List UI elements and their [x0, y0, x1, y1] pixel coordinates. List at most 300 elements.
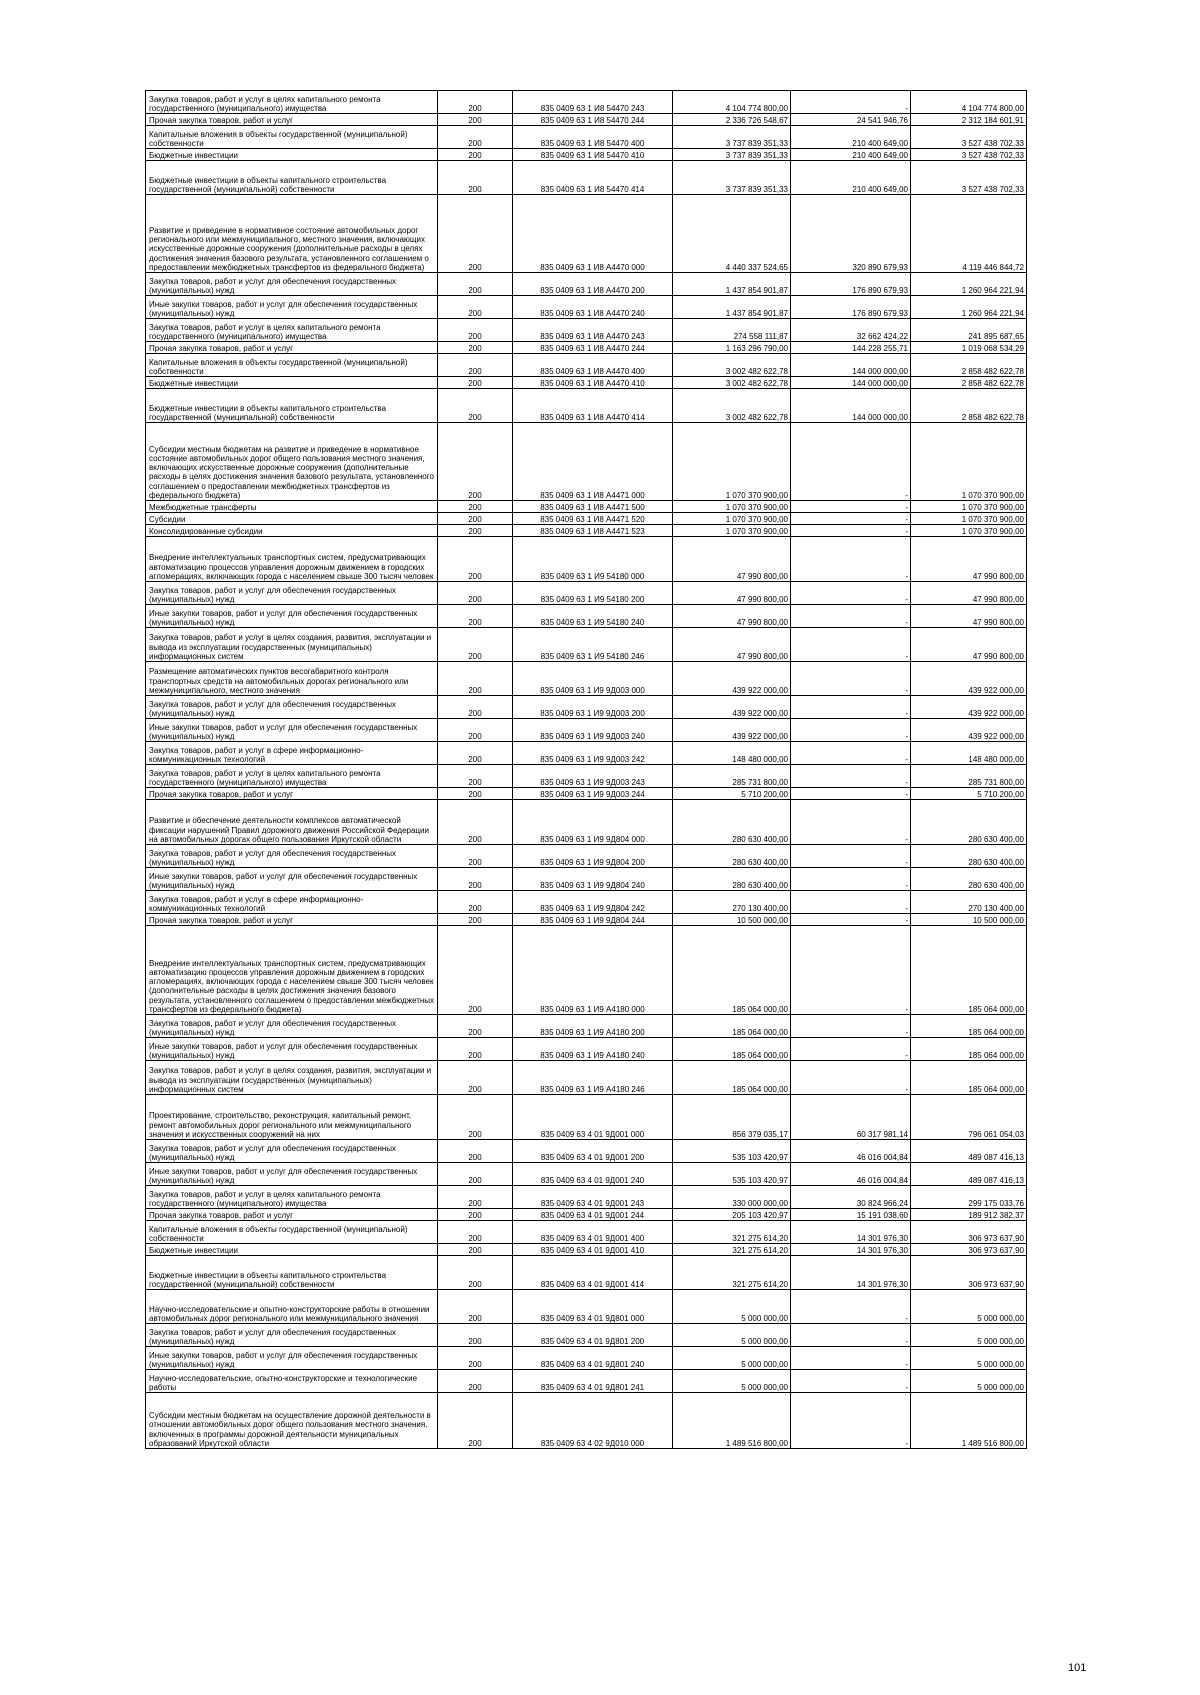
table-row [146, 1061, 1027, 1095]
row-name: Внедрение интеллектуальных транспортных систем, предусматривающих автоматизацию процессов управления дорожным движением в городских агломерациях, включающих города с населением свыше 300 тысяч человек [146, 537, 438, 582]
unexecuted-amount: 3 527 438 702,33 [911, 126, 1027, 149]
budget-classification-code: 835 0409 63 4 01 9Д001 414 [513, 1256, 673, 1290]
executed-amount: - [791, 582, 911, 605]
unexecuted-amount: 148 480 000,00 [911, 742, 1027, 765]
executed-amount: - [791, 1393, 911, 1449]
approved-amount: 321 275 614,20 [673, 1221, 791, 1244]
row-name: Иные закупки товаров, работ и услуг для обеспечения государственных (муниципальных) нужд [146, 296, 438, 319]
budget-classification-code: 835 0409 63 1 И9 А4180 000 [513, 926, 673, 1015]
row-name: Прочая закупка товаров, работ и услуг [146, 342, 438, 354]
executed-amount: - [791, 91, 911, 114]
unexecuted-amount: 5 000 000,00 [911, 1347, 1027, 1370]
budget-classification-code: 835 0409 63 1 И8 А4470 400 [513, 354, 673, 377]
approved-amount: 3 002 482 622,78 [673, 354, 791, 377]
row-code: 200 [438, 742, 513, 765]
table-row [146, 582, 1027, 605]
approved-amount: 185 064 000,00 [673, 1061, 791, 1095]
unexecuted-amount: 489 087 416,13 [911, 1140, 1027, 1163]
approved-amount: 47 990 800,00 [673, 537, 791, 582]
row-name: Бюджетные инвестиции в объекты капитального строительства государственной (муниципальной) собственности [146, 1256, 438, 1290]
budget-classification-code: 835 0409 63 1 И8 А4470 200 [513, 273, 673, 296]
row-name: Закупка товаров, работ и услуг для обеспечения государственных (муниципальных) нужд [146, 1015, 438, 1038]
row-code: 200 [438, 1370, 513, 1393]
row-name: Закупка товаров, работ и услуг в сфере информационно-коммуникационных технологий [146, 742, 438, 765]
row-code: 200 [438, 1209, 513, 1221]
executed-amount: - [791, 537, 911, 582]
table-row [146, 1256, 1027, 1290]
approved-amount: 280 630 400,00 [673, 845, 791, 868]
unexecuted-amount: 439 922 000,00 [911, 719, 1027, 742]
table-row [146, 423, 1027, 501]
row-name: Субсидии местным бюджетам на осуществление дорожной деятельности в отношении автомобильных дорог общего пользования местного значения, включенных в программы дорожной деятельности муниципальных образований Иркутской области [146, 1393, 438, 1449]
row-code: 200 [438, 1393, 513, 1449]
unexecuted-amount: 241 895 687,65 [911, 319, 1027, 342]
table-row [146, 788, 1027, 800]
executed-amount: 176 890 679,93 [791, 273, 911, 296]
budget-classification-code: 835 0409 63 4 01 9Д001 240 [513, 1163, 673, 1186]
table-row [146, 1244, 1027, 1256]
approved-amount: 5 710 200,00 [673, 788, 791, 800]
executed-amount: 210 400 649,00 [791, 126, 911, 149]
row-name: Прочая закупка товаров, работ и услуг [146, 114, 438, 126]
executed-amount: 144 000 000,00 [791, 354, 911, 377]
executed-amount: 14 301 976,30 [791, 1244, 911, 1256]
table-row [146, 926, 1027, 1015]
row-code: 200 [438, 765, 513, 788]
row-name: Прочая закупка товаров, работ и услуг [146, 914, 438, 926]
table-row [146, 719, 1027, 742]
approved-amount: 321 275 614,20 [673, 1256, 791, 1290]
table-row [146, 501, 1027, 513]
approved-amount: 330 000 000,00 [673, 1186, 791, 1209]
row-name: Закупка товаров, работ и услуг для обеспечения государственных (муниципальных) нужд [146, 582, 438, 605]
row-name: Развитие и приведение в нормативное состояние автомобильных дорог регионального или межмуниципального, местного значения, включающих искусственные дорожные сооружения (дополнительные расходы в целях достижения значения базового результата, установленного соглашением о предоставлении межбюджетных трансфертов из федерального бюджета) [146, 195, 438, 273]
table-row [146, 1324, 1027, 1347]
unexecuted-amount: 185 064 000,00 [911, 1015, 1027, 1038]
budget-classification-code: 835 0409 63 1 И8 А4470 244 [513, 342, 673, 354]
unexecuted-amount: 4 119 446 844,72 [911, 195, 1027, 273]
row-code: 200 [438, 1290, 513, 1324]
approved-amount: 4 440 337 524,65 [673, 195, 791, 273]
table-row [146, 537, 1027, 582]
unexecuted-amount: 47 990 800,00 [911, 605, 1027, 628]
row-name: Бюджетные инвестиции [146, 1244, 438, 1256]
approved-amount: 47 990 800,00 [673, 628, 791, 662]
row-code: 200 [438, 377, 513, 389]
unexecuted-amount: 47 990 800,00 [911, 582, 1027, 605]
budget-classification-code: 835 0409 63 1 И9 54180 246 [513, 628, 673, 662]
budget-classification-code: 835 0409 63 4 01 9Д801 241 [513, 1370, 673, 1393]
unexecuted-amount: 2 858 482 622,78 [911, 354, 1027, 377]
row-name: Закупка товаров, работ и услуг для обеспечения государственных (муниципальных) нужд [146, 1140, 438, 1163]
unexecuted-amount: 280 630 400,00 [911, 868, 1027, 891]
executed-amount: 24 541 946,76 [791, 114, 911, 126]
row-code: 200 [438, 537, 513, 582]
table-row [146, 114, 1027, 126]
row-name: Закупка товаров, работ и услуг в целях капитального ремонта государственного (муниципального) имущества [146, 91, 438, 114]
budget-classification-code: 835 0409 63 4 01 9Д001 000 [513, 1095, 673, 1140]
unexecuted-amount: 10 500 000,00 [911, 914, 1027, 926]
executed-amount: - [791, 868, 911, 891]
row-code: 200 [438, 1186, 513, 1209]
row-code: 200 [438, 582, 513, 605]
table-row [146, 525, 1027, 537]
unexecuted-amount: 1 070 370 900,00 [911, 501, 1027, 513]
executed-amount: - [791, 525, 911, 537]
row-name: Размещение автоматических пунктов весогабаритного контроля транспортных средств на автомобильных дорогах регионального или межмуниципального, местного значения [146, 662, 438, 696]
table-row [146, 800, 1027, 845]
budget-classification-code: 835 0409 63 4 01 9Д801 200 [513, 1324, 673, 1347]
table-row [146, 273, 1027, 296]
row-name: Закупка товаров, работ и услуг в целях капитального ремонта государственного (муниципального) имущества [146, 319, 438, 342]
row-code: 200 [438, 149, 513, 161]
executed-amount: - [791, 513, 911, 525]
unexecuted-amount: 280 630 400,00 [911, 800, 1027, 845]
table-row [146, 1290, 1027, 1324]
unexecuted-amount: 489 087 416,13 [911, 1163, 1027, 1186]
budget-classification-code: 835 0409 63 1 И8 А4470 243 [513, 319, 673, 342]
approved-amount: 3 002 482 622,78 [673, 389, 791, 423]
row-name: Субсидии местным бюджетам на развитие и приведение в нормативное состояние автомобильных дорог общего пользования местного значения, включающих искусственные дорожные сооружения (дополнительные расходы в целях достижения значения базового результата, установленного соглашением о предоставлении межбюджетных трансфертов из федерального бюджета) [146, 423, 438, 501]
approved-amount: 439 922 000,00 [673, 696, 791, 719]
row-code: 200 [438, 1095, 513, 1140]
table-row [146, 868, 1027, 891]
row-code: 200 [438, 1221, 513, 1244]
approved-amount: 4 104 774 800,00 [673, 91, 791, 114]
budget-table [145, 90, 1027, 1449]
budget-classification-code: 835 0409 63 1 И9 9Д003 240 [513, 719, 673, 742]
row-name: Капитальные вложения в объекты государственной (муниципальной) собственности [146, 354, 438, 377]
approved-amount: 3 737 839 351,33 [673, 161, 791, 195]
table-row [146, 1095, 1027, 1140]
approved-amount: 856 379 035,17 [673, 1095, 791, 1140]
budget-classification-code: 835 0409 63 1 И9 9Д003 243 [513, 765, 673, 788]
executed-amount: 30 824 966,24 [791, 1186, 911, 1209]
approved-amount: 1 070 370 900,00 [673, 525, 791, 537]
unexecuted-amount: 3 527 438 702,33 [911, 161, 1027, 195]
table-row [146, 662, 1027, 696]
table-row [146, 1370, 1027, 1393]
budget-table-body [146, 91, 1027, 1449]
row-code: 200 [438, 91, 513, 114]
budget-classification-code: 835 0409 63 1 И8 А4471 520 [513, 513, 673, 525]
approved-amount: 439 922 000,00 [673, 719, 791, 742]
budget-classification-code: 835 0409 63 1 И8 54470 414 [513, 161, 673, 195]
approved-amount: 1 070 370 900,00 [673, 423, 791, 501]
budget-classification-code: 835 0409 63 1 И9 54180 000 [513, 537, 673, 582]
row-name: Закупка товаров, работ и услуг для обеспечения государственных (муниципальных) нужд [146, 1324, 438, 1347]
unexecuted-amount: 1 260 964 221,94 [911, 296, 1027, 319]
budget-classification-code: 835 0409 63 1 И9 9Д003 200 [513, 696, 673, 719]
budget-classification-code: 835 0409 63 1 И8 А4471 000 [513, 423, 673, 501]
row-code: 200 [438, 1015, 513, 1038]
unexecuted-amount: 185 064 000,00 [911, 926, 1027, 1015]
table-row [146, 1140, 1027, 1163]
unexecuted-amount: 285 731 800,00 [911, 765, 1027, 788]
budget-classification-code: 835 0409 63 1 И8 54470 410 [513, 149, 673, 161]
table-row [146, 914, 1027, 926]
executed-amount: - [791, 742, 911, 765]
unexecuted-amount: 5 710 200,00 [911, 788, 1027, 800]
budget-classification-code: 835 0409 63 1 И8 А4470 000 [513, 195, 673, 273]
budget-classification-code: 835 0409 63 1 И8 А4470 240 [513, 296, 673, 319]
table-row [146, 149, 1027, 161]
table-row [146, 845, 1027, 868]
table-row [146, 389, 1027, 423]
executed-amount: - [791, 914, 911, 926]
approved-amount: 274 558 111,87 [673, 319, 791, 342]
budget-classification-code: 835 0409 63 1 И9 9Д804 200 [513, 845, 673, 868]
row-code: 200 [438, 319, 513, 342]
row-name: Закупка товаров, работ и услуг для обеспечения государственных (муниципальных) нужд [146, 273, 438, 296]
row-name: Прочая закупка товаров, работ и услуг [146, 788, 438, 800]
row-code: 200 [438, 354, 513, 377]
executed-amount: 144 228 255,71 [791, 342, 911, 354]
table-row [146, 296, 1027, 319]
budget-classification-code: 835 0409 63 1 И9 9Д003 244 [513, 788, 673, 800]
unexecuted-amount: 439 922 000,00 [911, 662, 1027, 696]
table-row [146, 891, 1027, 914]
executed-amount: 176 890 679,93 [791, 296, 911, 319]
table-row [146, 1209, 1027, 1221]
unexecuted-amount: 2 312 184 601,91 [911, 114, 1027, 126]
row-code: 200 [438, 800, 513, 845]
executed-amount: 32 662 424,22 [791, 319, 911, 342]
budget-classification-code: 835 0409 63 1 И8 А4471 523 [513, 525, 673, 537]
row-code: 200 [438, 1347, 513, 1370]
row-code: 200 [438, 161, 513, 195]
approved-amount: 321 275 614,20 [673, 1244, 791, 1256]
approved-amount: 1 070 370 900,00 [673, 501, 791, 513]
table-row [146, 342, 1027, 354]
row-name: Межбюджетные трансферты [146, 501, 438, 513]
row-name: Иные закупки товаров, работ и услуг для обеспечения государственных (муниципальных) нужд [146, 1347, 438, 1370]
budget-classification-code: 835 0409 63 1 И8 54470 243 [513, 91, 673, 114]
executed-amount: 210 400 649,00 [791, 161, 911, 195]
row-name: Закупка товаров, работ и услуг в целях капитального ремонта государственного (муниципального) имущества [146, 765, 438, 788]
unexecuted-amount: 5 000 000,00 [911, 1290, 1027, 1324]
row-code: 200 [438, 525, 513, 537]
row-name: Закупка товаров, работ и услуг в сфере информационно-коммуникационных технологий [146, 891, 438, 914]
row-name: Закупка товаров, работ и услуг для обеспечения государственных (муниципальных) нужд [146, 845, 438, 868]
budget-classification-code: 835 0409 63 1 И8 54470 400 [513, 126, 673, 149]
row-name: Бюджетные инвестиции [146, 377, 438, 389]
approved-amount: 1 070 370 900,00 [673, 513, 791, 525]
row-code: 200 [438, 868, 513, 891]
row-name: Научно-исследовательские, опытно-конструкторские и технологические работы [146, 1370, 438, 1393]
unexecuted-amount: 270 130 400,00 [911, 891, 1027, 914]
approved-amount: 3 737 839 351,33 [673, 126, 791, 149]
unexecuted-amount: 2 858 482 622,78 [911, 377, 1027, 389]
unexecuted-amount: 189 912 382,37 [911, 1209, 1027, 1221]
approved-amount: 1 437 854 901,87 [673, 273, 791, 296]
budget-classification-code: 835 0409 63 1 И9 А4180 240 [513, 1038, 673, 1061]
unexecuted-amount: 2 858 482 622,78 [911, 389, 1027, 423]
row-code: 200 [438, 1038, 513, 1061]
row-code: 200 [438, 1061, 513, 1095]
unexecuted-amount: 306 973 637,90 [911, 1244, 1027, 1256]
budget-classification-code: 835 0409 63 4 01 9Д001 410 [513, 1244, 673, 1256]
row-code: 200 [438, 1163, 513, 1186]
approved-amount: 3 002 482 622,78 [673, 377, 791, 389]
unexecuted-amount: 47 990 800,00 [911, 628, 1027, 662]
row-code: 200 [438, 501, 513, 513]
budget-classification-code: 835 0409 63 4 01 9Д001 244 [513, 1209, 673, 1221]
row-name: Бюджетные инвестиции в объекты капитального строительства государственной (муниципальной) собственности [146, 389, 438, 423]
table-row [146, 696, 1027, 719]
unexecuted-amount: 185 064 000,00 [911, 1038, 1027, 1061]
unexecuted-amount: 299 175 033,76 [911, 1186, 1027, 1209]
table-row [146, 765, 1027, 788]
unexecuted-amount: 47 990 800,00 [911, 537, 1027, 582]
row-name: Субсидии [146, 513, 438, 525]
row-name: Иные закупки товаров, работ и услуг для обеспечения государственных (муниципальных) нужд [146, 868, 438, 891]
table-row [146, 377, 1027, 389]
budget-classification-code: 835 0409 63 1 И9 А4180 246 [513, 1061, 673, 1095]
row-code: 200 [438, 662, 513, 696]
budget-classification-code: 835 0409 63 1 И9 9Д804 242 [513, 891, 673, 914]
row-code: 200 [438, 926, 513, 1015]
budget-classification-code: 835 0409 63 4 01 9Д001 200 [513, 1140, 673, 1163]
table-row [146, 605, 1027, 628]
row-code: 200 [438, 628, 513, 662]
budget-classification-code: 835 0409 63 1 И9 9Д804 000 [513, 800, 673, 845]
approved-amount: 5 000 000,00 [673, 1370, 791, 1393]
approved-amount: 1 437 854 901,87 [673, 296, 791, 319]
table-row [146, 1393, 1027, 1449]
approved-amount: 439 922 000,00 [673, 662, 791, 696]
approved-amount: 10 500 000,00 [673, 914, 791, 926]
budget-classification-code: 835 0409 63 4 02 9Д010 000 [513, 1393, 673, 1449]
executed-amount: - [791, 719, 911, 742]
executed-amount: - [791, 628, 911, 662]
executed-amount: 46 016 004,84 [791, 1163, 911, 1186]
row-name: Капитальные вложения в объекты государственной (муниципальной) собственности [146, 1221, 438, 1244]
approved-amount: 5 000 000,00 [673, 1324, 791, 1347]
table-row [146, 91, 1027, 114]
unexecuted-amount: 306 973 637,90 [911, 1256, 1027, 1290]
page-number: 101 [1068, 1662, 1087, 1674]
approved-amount: 2 336 726 548,67 [673, 114, 791, 126]
budget-classification-code: 835 0409 63 1 И9 9Д804 244 [513, 914, 673, 926]
executed-amount: 320 890 679,93 [791, 195, 911, 273]
row-code: 200 [438, 1324, 513, 1347]
executed-amount: 144 000 000,00 [791, 389, 911, 423]
unexecuted-amount: 5 000 000,00 [911, 1324, 1027, 1347]
budget-classification-code: 835 0409 63 1 И8 54470 244 [513, 114, 673, 126]
row-code: 200 [438, 114, 513, 126]
row-code: 200 [438, 273, 513, 296]
executed-amount: - [791, 501, 911, 513]
row-name: Прочая закупка товаров, работ и услуг [146, 1209, 438, 1221]
unexecuted-amount: 1 070 370 900,00 [911, 513, 1027, 525]
table-row [146, 161, 1027, 195]
budget-classification-code: 835 0409 63 1 И9 9Д804 240 [513, 868, 673, 891]
unexecuted-amount: 1 070 370 900,00 [911, 525, 1027, 537]
approved-amount: 47 990 800,00 [673, 582, 791, 605]
executed-amount: - [791, 1290, 911, 1324]
approved-amount: 185 064 000,00 [673, 1038, 791, 1061]
unexecuted-amount: 3 527 438 702,33 [911, 149, 1027, 161]
executed-amount: - [791, 800, 911, 845]
row-name: Иные закупки товаров, работ и услуг для обеспечения государственных (муниципальных) нужд [146, 1038, 438, 1061]
executed-amount: 46 016 004,84 [791, 1140, 911, 1163]
budget-classification-code: 835 0409 63 4 01 9Д001 243 [513, 1186, 673, 1209]
executed-amount: - [791, 765, 911, 788]
row-code: 200 [438, 1140, 513, 1163]
budget-classification-code: 835 0409 63 1 И8 А4471 500 [513, 501, 673, 513]
executed-amount: 14 301 976,30 [791, 1221, 911, 1244]
row-name: Иные закупки товаров, работ и услуг для обеспечения государственных (муниципальных) нужд [146, 605, 438, 628]
table-row [146, 195, 1027, 273]
unexecuted-amount: 5 000 000,00 [911, 1370, 1027, 1393]
executed-amount: - [791, 1038, 911, 1061]
row-name: Бюджетные инвестиции [146, 149, 438, 161]
table-row [146, 319, 1027, 342]
approved-amount: 185 064 000,00 [673, 1015, 791, 1038]
row-name: Проектирование, строительство, реконструкция, капитальный ремонт, ремонт автомобильных дорог регионального или межмуниципального значения и искусственных сооружений на них [146, 1095, 438, 1140]
unexecuted-amount: 4 104 774 800,00 [911, 91, 1027, 114]
executed-amount: - [791, 845, 911, 868]
executed-amount: - [791, 1061, 911, 1095]
approved-amount: 270 130 400,00 [673, 891, 791, 914]
row-name: Капитальные вложения в объекты государственной (муниципальной) собственности [146, 126, 438, 149]
table-row [146, 742, 1027, 765]
approved-amount: 148 480 000,00 [673, 742, 791, 765]
unexecuted-amount: 796 061 054,03 [911, 1095, 1027, 1140]
budget-classification-code: 835 0409 63 4 01 9Д801 240 [513, 1347, 673, 1370]
table-row [146, 513, 1027, 525]
row-code: 200 [438, 845, 513, 868]
table-row [146, 1221, 1027, 1244]
approved-amount: 280 630 400,00 [673, 868, 791, 891]
executed-amount: - [791, 891, 911, 914]
row-name: Иные закупки товаров, работ и услуг для обеспечения государственных (муниципальных) нужд [146, 719, 438, 742]
table-row [146, 1038, 1027, 1061]
unexecuted-amount: 1 070 370 900,00 [911, 423, 1027, 501]
executed-amount: 144 000 000,00 [791, 377, 911, 389]
approved-amount: 185 064 000,00 [673, 926, 791, 1015]
row-name: Закупка товаров, работ и услуг в целях капитального ремонта государственного (муниципального) имущества [146, 1186, 438, 1209]
row-name: Бюджетные инвестиции в объекты капитального строительства государственной (муниципальной) собственности [146, 161, 438, 195]
row-name: Закупка товаров, работ и услуг в целях создания, развития, эксплуатации и вывода из эксплуатации государственных (муниципальных) информационных систем [146, 628, 438, 662]
row-name: Закупка товаров, работ и услуг для обеспечения государственных (муниципальных) нужд [146, 696, 438, 719]
budget-classification-code: 835 0409 63 1 И9 9Д003 242 [513, 742, 673, 765]
row-code: 200 [438, 126, 513, 149]
table-row [146, 1186, 1027, 1209]
approved-amount: 1 163 296 790,00 [673, 342, 791, 354]
approved-amount: 1 489 516 800,00 [673, 1393, 791, 1449]
executed-amount: 14 301 976,30 [791, 1256, 911, 1290]
table-row [146, 1015, 1027, 1038]
row-code: 200 [438, 296, 513, 319]
budget-classification-code: 835 0409 63 4 01 9Д001 400 [513, 1221, 673, 1244]
unexecuted-amount: 1 489 516 800,00 [911, 1393, 1027, 1449]
row-code: 200 [438, 389, 513, 423]
row-name: Консолидированные субсидии [146, 525, 438, 537]
row-name: Научно-исследовательские и опытно-конструкторские работы в отношении автомобильных дорог регионального или межмуниципального значения [146, 1290, 438, 1324]
budget-classification-code: 835 0409 63 1 И8 А4470 414 [513, 389, 673, 423]
executed-amount: - [791, 1347, 911, 1370]
budget-classification-code: 835 0409 63 4 01 9Д801 000 [513, 1290, 673, 1324]
row-code: 200 [438, 423, 513, 501]
budget-classification-code: 835 0409 63 1 И9 А4180 200 [513, 1015, 673, 1038]
budget-classification-code: 835 0409 63 1 И9 54180 240 [513, 605, 673, 628]
approved-amount: 280 630 400,00 [673, 800, 791, 845]
approved-amount: 285 731 800,00 [673, 765, 791, 788]
unexecuted-amount: 1 260 964 221,94 [911, 273, 1027, 296]
executed-amount: 15 191 038,60 [791, 1209, 911, 1221]
